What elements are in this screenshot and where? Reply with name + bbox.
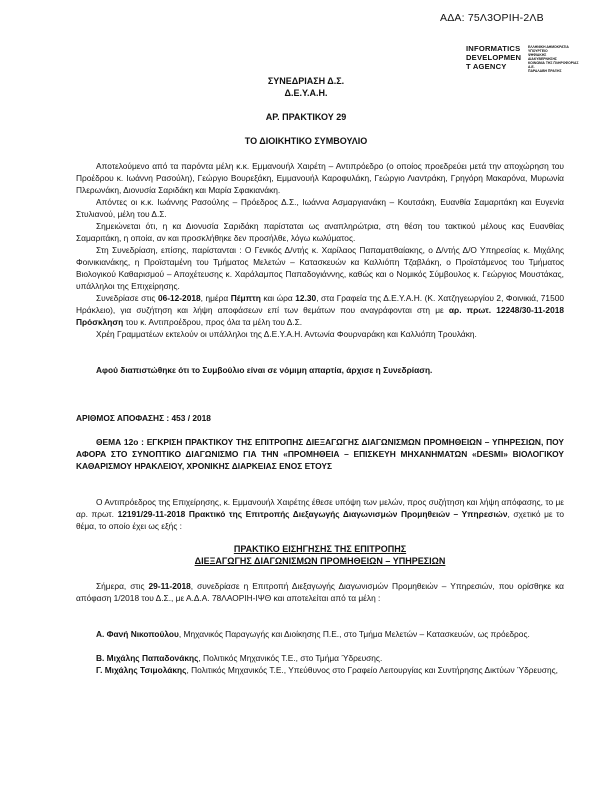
ada-code: ΑΔΑ: 75Λ3ΟΡΙΗ-2ΛΒ bbox=[440, 12, 544, 24]
paragraph-text: , συνεδρίασε η Επιτροπή Διεξαγωγής Διαγωνισμών Προμηθειών – Υπηρεσιών, που ορίσθηκε κα απόφαση 1/2018 του Δ.Σ., με Α.Δ.Α. 78ΛΑΟΡΙΗ-ΙΨΘ και αποτελείται από τα μέλη : bbox=[76, 581, 565, 603]
stamp-line: T AGENCY bbox=[466, 62, 507, 71]
stamp-small-line: ΨΗΦΙΑΚΗΣ bbox=[528, 53, 547, 57]
subject-text: ΘΕΜΑ 12ο : ΕΓΚΡΙΣΗ ΠΡΑΚΤΙΚΟΥ ΤΗΣ ΕΠΙΤΡΟΠΗΣ ΔΙΕΞΑΓΩΓΗΣ ΔΙΑΓΩΝΙΣΜΩΝ ΠΡΟΜΗΘΕΙΩΝ – ΥΠΗΡΕΣΙΩΝ, ΠΟΥ ΑΦΟΡΑ ΣΤΟ ΣΥΝΟΠΤΙΚΟ ΔΙΑΓΩΝΙΣΜΟ ΓΙΑ ΤΗΝ «ΠΡΟΜΗΘΕΙΑ – ΕΠΙΣΚΕΥΗ ΜΗΧΑΝΗΜΑΤΩΝ «DESMI» ΒΙΟΛΟΓΙΚΟΥ ΚΑΘΑΡΙΣΜΟΥ ΗΡΑΚΛΕΙΟΥ, ΧΡΟΝΙΚΗΣ ΔΙΑΡΚΕΙΑΣ ΕΝΟΣ ΕΤΟΥΣ bbox=[76, 437, 564, 471]
invitation-reference: αρ. πρωτ. 12248/30-11-2018 Πρόσκληση bbox=[76, 305, 564, 327]
paragraph-text: Απόντες οι κ.κ. Ιωάννης Ρασούλης – Πρόεδρος Δ.Σ., Ιωάννα Ασμαργιανάκη – Κουτσάκη, Ευανθία Σαμαριτάκη και Ευγενία Στυλιανού, μέλη του Δ.Σ. bbox=[76, 197, 564, 219]
members-absent-paragraph bbox=[76, 196, 564, 220]
meeting-time: 12.30 bbox=[295, 293, 317, 303]
member-name: Γ. Μιχάλης Τσιμολάκης bbox=[96, 665, 187, 675]
board-heading: ΤΟ ΔΙΟΙΚΗΤΙΚΟ ΣΥΜΒΟΥΛΙΟ bbox=[244, 136, 368, 146]
quorum-statement: Αφού διαπιστώθηκε ότι το Συμβούλιο είναι σε νόμιμη απαρτία, άρχισε η Συνεδρίαση. bbox=[96, 365, 433, 375]
minutes-number: ΑΡ. ΠΡΑΚΤΙΚΟΥ 29 bbox=[265, 112, 347, 122]
member-name: Β. Μιχάλης Παπαδονάκης bbox=[96, 653, 199, 663]
members-present-paragraph bbox=[76, 160, 564, 196]
committee-paragraph bbox=[76, 580, 564, 604]
paragraph-text: , στα Γραφεία της Δ.Ε.Υ.Α.Η. (Κ. Χατζηγεωργίου 2, Φοινικιά, 71500 Ηράκλειο), για συζήτηση και λήψη αποφάσεων επί των θεμάτων που αναγράφονται στη με bbox=[76, 293, 564, 315]
paragraph-text: , σχετικό με το θέμα, το οποίο έχει ως εξής : bbox=[76, 509, 564, 531]
member-name: Α. Φανή Νικοπούλου bbox=[96, 629, 179, 639]
member-role: , Πολιτικός Μηχανικός Τ.Ε., Υπεύθυνος στο Γραφείο Λειτουργίας και Συντήρησης Δικτύων Ύδρευσης, bbox=[186, 665, 558, 675]
paragraph-text: Σημειώνεται ότι, η κα Διονυσία Σαριδάκη παρίσταται ως αναπληρώτρια, στη θέση του τακτικού μέλους κας Ευανθίας Σαμαριτάκη, η οποία, αν και προσκλήθηκε δεν προσήλθε, λόγω κωλύματος. bbox=[76, 221, 564, 243]
organization-heading: Δ.Ε.Υ.Α.Η. bbox=[284, 88, 328, 98]
stamp-small-line: Α.Ε. bbox=[528, 65, 535, 69]
stamp-line: INFORMATICS bbox=[466, 44, 521, 53]
paragraph-text: Συνεδρίασε στις bbox=[96, 293, 158, 303]
session-heading: ΣΥΝΕΔΡΙΑΣΗ Δ.Σ. bbox=[267, 76, 345, 86]
stamp-title bbox=[466, 44, 526, 71]
committee-member-2 bbox=[76, 652, 564, 664]
committee-minutes-reference: 12191/29-11-2018 Πρακτικό της Επιτροπής Διεξαγωγής Διαγωνισμών Προμηθειών – Υπηρεσιών bbox=[117, 509, 508, 519]
meeting-date: 06-12-2018 bbox=[157, 293, 201, 303]
meeting-day: Πέμπτη bbox=[230, 293, 261, 303]
title-text: ΔΙΕΞΑΓΩΓΗΣ ΔΙΑΓΩΝΙΣΜΩΝ ΠΡΟΜΗΘΕΙΩΝ – ΥΠΗΡΕΣΙΩΝ bbox=[194, 556, 446, 566]
committee-date: 29-11-2018 bbox=[148, 581, 191, 591]
paragraph-text: , ημέρα bbox=[200, 293, 231, 303]
stamp-small-text bbox=[528, 45, 588, 73]
recommendation-title-line2 bbox=[76, 556, 564, 566]
substitute-note-paragraph bbox=[76, 220, 564, 244]
attendees-paragraph bbox=[76, 244, 564, 292]
stamp-small-line: ΕΛΛΗΝΙΚΗ ΔΗΜΟΚΡΑΤΙΑ bbox=[528, 45, 569, 49]
paragraph-text: Χρέη Γραμματέων εκτελούν οι υπάλληλοι της Δ.Ε.Υ.Α.Η. Αντωνία Φουρναράκη και Καλλιόπη Τρουλάκη. bbox=[96, 329, 477, 339]
stamp-small-line: ΥΠΟΥΡΓΕΙΟ bbox=[528, 49, 548, 53]
subject-heading bbox=[76, 436, 564, 472]
committee-member-1 bbox=[76, 628, 564, 640]
stamp-line: DEVELOPMEN bbox=[466, 53, 522, 62]
stamp-small-line: ΠΑΡΑΛΑΒΗ ΠΡΑΞΗΣ bbox=[528, 69, 562, 73]
stamp-small-line: ΚΟΙΝΩΝΙΑ ΤΗΣ ΠΛΗΡΟΦΟΡΙΑΣ bbox=[528, 61, 579, 65]
member-role: , Πολιτικός Μηχανικός Τ.Ε., στο Τμήμα Ύδρευσης. bbox=[198, 653, 383, 663]
title-text: ΠΡΑΚΤΙΚΟ ΕΙΣΗΓΗΣΗΣ ΤΗΣ ΕΠΙΤΡΟΠΗΣ bbox=[233, 544, 407, 554]
committee-member-3 bbox=[76, 664, 564, 676]
informatics-agency-stamp bbox=[466, 44, 606, 78]
paragraph-text: Ο Αντιπρόεδρος της Επιχείρησης, κ. Εμμανουήλ Χαιρέτης έθεσε υπόψη των μελών, προς συζήτηση και λήψη απόφασης, το με αρ. πρωτ. bbox=[76, 497, 564, 519]
paragraph-text: Αποτελούμενο από τα παρόντα μέλη κ.κ. Εμμανουήλ Χαιρέτη – Αντιπρόεδρο (ο οποίος προεδρεύει μετά την αποχώρηση του Προέδρου κ. Ιωάννη Ρασούλη), Γεώργιο Βουρεξάκη, Εμμανουήλ Καροφυλάκη, Γεώργιο Λιαντράκη, Γρηγόρη Μακαρόνα, Μυρωνία Πλερωνάκη, Διονυσία Σαριδάκη και Μαρία Σφακιανάκη. bbox=[76, 161, 564, 195]
paragraph-text: Σήμερα, στις bbox=[96, 581, 149, 591]
quorum-text: Αφού διαπιστώθηκε ότι το Συμβούλιο είναι σε νόμιμη απαρτία, άρχισε η Συνεδρίαση bbox=[96, 365, 431, 375]
stamp-small-line: ΔΙΑΚΥΒΕΡΝΗΣΗΣ bbox=[528, 57, 557, 61]
introduction-paragraph bbox=[76, 496, 564, 532]
paragraph-text: και ώρα bbox=[260, 293, 296, 303]
secretaries-paragraph bbox=[76, 328, 564, 340]
paragraph-text: του κ. Αντιπροέδρου, προς όλα τα μέλη του Δ.Σ. bbox=[123, 317, 303, 327]
paragraph-text: Στη Συνεδρίαση, επίσης, παρίστανται : Ο Γενικός Δ/ντής κ. Χαρίλαος Παπαματθαίακης, ο Δ/ντής Δ/Ο Υπηρεσίας κ. Μιχάλης Φοινικιανάκης, η Προϊσταμένη του Τμήματος Μελετών – Κατασκευών κα Καλλιόπη Τζαβλάκη, ο Προϊστάμενος του Τμήματος Βιολογικού Καθαρισμού – Αποχέτευσης κ. Χαράλαμπος Παπαδογιάννης, καθώς και ο Νομικός Σύμβουλος κ. Γεώργιος Μουστάκας, υπάλληλοι της Επιχείρησης. bbox=[76, 245, 564, 291]
member-role: , Μηχανικός Παραγωγής και Διοίκησης Π.Ε., στο Τμήμα Μελετών – Κατασκευών, ως πρόεδρος. bbox=[178, 629, 530, 639]
decision-number: ΑΡΙΘΜΟΣ ΑΠΟΦΑΣΗΣ : 453 / 2018 bbox=[76, 413, 211, 423]
recommendation-title-line1 bbox=[76, 544, 564, 554]
meeting-details-paragraph bbox=[76, 292, 564, 328]
